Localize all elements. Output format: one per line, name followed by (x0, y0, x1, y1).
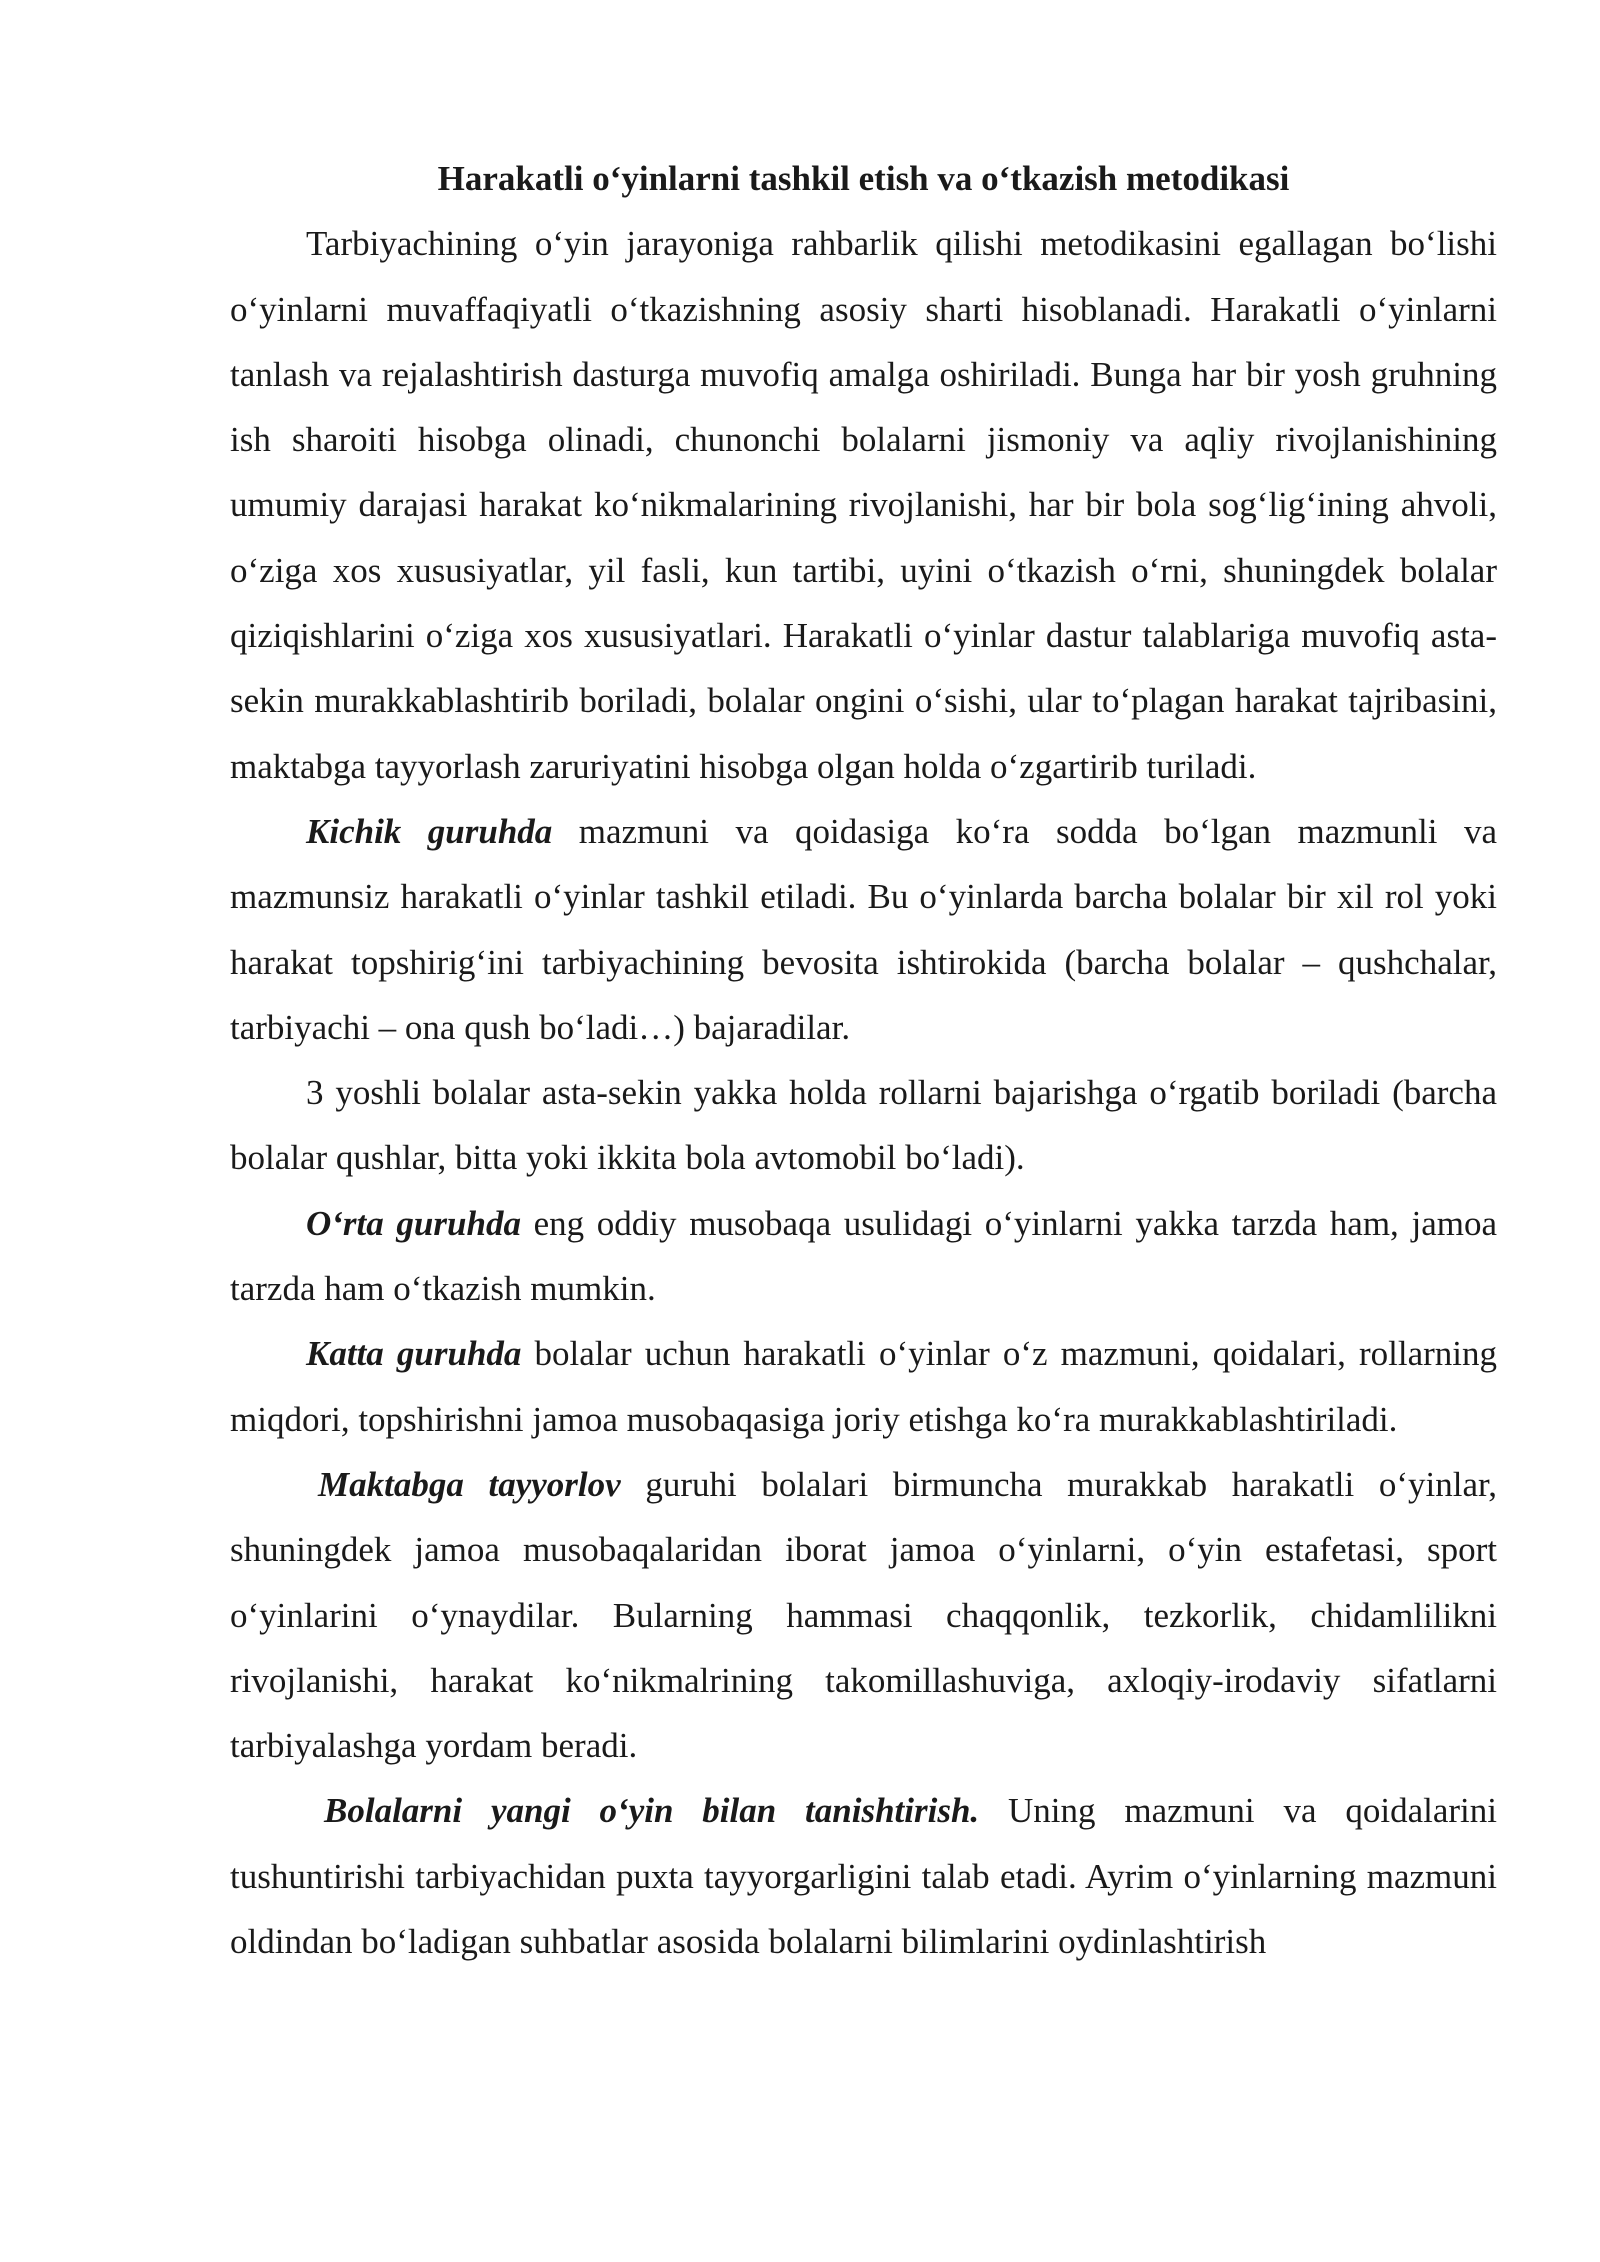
paragraph-text: 3 yoshli bolalar asta-sekin yakka holda rollarni bajarishga o‘rgatib boriladi (barcha bolalar qushlar, bitta yoki ikkita bola avtomobil bo‘ladi). (230, 1073, 1497, 1178)
paragraph-yangi-oyin (230, 1778, 1497, 1974)
paragraph-kichik-guruh (230, 799, 1497, 1060)
document-title: Harakatli o‘yinlarni tashkil etish va o‘tkazish metodikasi (437, 159, 1290, 198)
paragraph-lead: Maktabga tayyorlov (318, 1464, 621, 1504)
paragraph-text: Tarbiyachining o‘yin jarayoniga rahbarlik qilishi metodikasini egallagan bo‘lishi o‘yinlarni muvaffaqiyatli o‘tkazishning asosiy sharti hisoblanadi. Harakatli o‘yinlarni tanlash va rejalashtirish dasturga muvofiq amalga oshiriladi. Bunga har bir yosh gruhning ish sharoiti hisobga olinadi, chunonchi bolalarni jismoniy va aqliy rivojlanishining umumiy darajasi harakat ko‘nikmalarining rivojlanishi, har bir bola sog‘lig‘ining ahvoli, o‘ziga xos xususiyatlar, yil fasli, kun tartibi, uyini o‘tkazish o‘rni, shuningdek bolalar qiziqishlarini o‘ziga xos xususiyatlari. Harakatli o‘yinlar dastur talablariga muvofiq asta-sekin murakkablashtirib boriladi, bolalar ongini o‘sishi, ular to‘plagan harakat tajribasini, maktabga tayyorlash zaruriyatini hisobga olgan holda o‘zgartirib turiladi. (230, 224, 1497, 786)
paragraph-maktabga-tayyorlov (230, 1452, 1497, 1778)
paragraph-text: Uning mazmuni va qoidalarini tushuntirishi tarbiyachidan puxta tayyorgarligini talab etadi. Ayrim o‘yinlarning mazmuni oldindan bo‘ladigan suhbatlar asosida bolalarni bilimlarini oydinlashtirish (230, 1791, 1497, 1962)
paragraph-text: eng oddiy musobaqa usulidagi o‘yinlarni yakka tarzda ham, jamoa tarzda ham o‘tkazish mumkin. (230, 1203, 1497, 1309)
document-page (230, 146, 1497, 1974)
paragraph-lead: Bolalarni yangi o‘yin bilan tanishtirish. (324, 1791, 980, 1831)
paragraph-katta-guruh (230, 1321, 1497, 1452)
paragraph-orta-guruh (230, 1191, 1497, 1322)
paragraph-lead: Katta guruhda (306, 1334, 522, 1374)
paragraph-text: mazmuni va qoidasiga ko‘ra sodda bo‘lgan mazmunli va mazmunsiz harakatli o‘yinlar tashkil etiladi. Bu o‘yinlarda barcha bolalar bir xil rol yoki harakat topshirig‘ini tarbiyachining bevosita ishtirokida (barcha bolalar – qushchalar, tarbiyachi – ona qush bo‘ladi…) bajaradilar. (230, 811, 1497, 1047)
paragraph-intro (230, 211, 1497, 799)
paragraph-lead: O‘rta guruhda (306, 1203, 521, 1243)
paragraph-text: bolalar uchun harakatli o‘yinlar o‘z mazmuni, qoidalari, rollarning miqdori, topshirishni jamoa musobaqasiga joriy etishga ko‘ra murakkablashtiriladi. (230, 1334, 1498, 1439)
paragraph-text: guruhi bolalari birmuncha murakkab harakatli o‘yinlar, shuningdek jamoa musobaqalaridan iborat jamoa o‘yinlarni, o‘yin estafetasi, sport o‘yinlarini o‘ynaydilar. Bularning hammasi chaqqonlik, tezkorlik, chidamlilikni rivojlanishi, harakat ko‘nikmalrining takomillashuviga, axloqiy-irodaviy sifatlarni tarbiyalashga yordam beradi. (230, 1464, 1497, 1766)
paragraph-3-yoshli (230, 1060, 1497, 1191)
paragraph-lead: Kichik guruhda (306, 811, 553, 851)
